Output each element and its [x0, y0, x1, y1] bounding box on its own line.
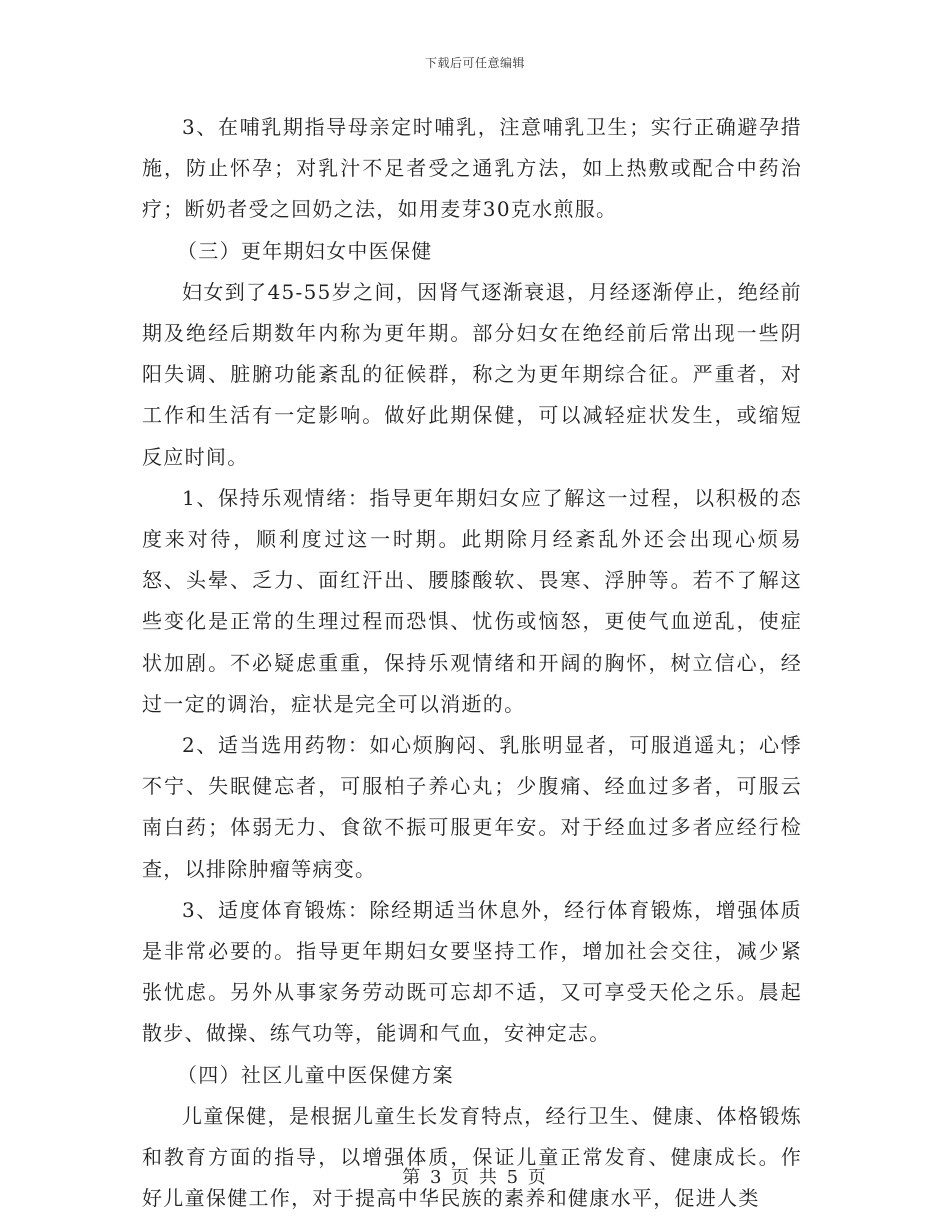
paragraph-menopause-intro: 妇女到了45-55岁之间，因肾气逐渐衰退，月经逐渐停止，绝经前期及绝经后期数年内称为更年期。部分妇女在绝经前后常出现一些阴阳失调、脏腑功能紊乱的征候群，称之为更年期综合征。严重者，对工作和生活有一定影响。做好此期保健，可以减轻症状发生，或缩短反应时间。: [142, 279, 802, 469]
paragraph-child-health-intro: 儿童保健，是根据儿童生长发育特点，经行卫生、健康、体格锻炼和教育方面的指导，以增强体质，保证儿童正常发育、健康成长。作好儿童保健工作，对于提高中华民族的素养和健康水平，促进人类: [142, 1103, 802, 1211]
section-heading-child-health: （四）社区儿童中医保健方案: [177, 1062, 454, 1087]
page-header: 下载后可任意编辑: [424, 56, 525, 70]
paragraph-medication: 2、适当选用药物：如心烦胸闷、乳胀明显者，可服逍遥丸；心悸不宁、失眠健忘者，可服柏子养心丸；少腹痛、经血过多者，可服云南白药；体弱无力、食欲不振可服更年安。对于经血过多者应经行检查，以排除肿瘤等病变。: [142, 733, 802, 881]
document-body: [142, 107, 802, 1219]
paragraph-optimistic-mood: 1、保持乐观情绪：指导更年期妇女应了解这一过程，以积极的态度来对待，顺利度过这一时期。此期除月经紊乱外还会出现心烦易怒、头晕、乏力、面红汗出、腰膝酸软、畏寒、浮肿等。若不了解这些变化是正常的生理过程而恐惧、忧伤或恼怒，更使气血逆乱，使症状加剧。不必疑虑重重，保持乐观情绪和开阔的胸怀，树立信心，经过一定的调治，症状是完全可以消逝的。: [142, 485, 802, 716]
page-number-footer: 第 3 页 共 5 页: [402, 1167, 548, 1188]
section-heading-menopause: （三）更年期妇女中医保健: [177, 238, 433, 263]
paragraph-exercise: 3、适度体育锻炼：除经期适当休息外，经行体育锻炼，增强体质是非常必要的。指导更年期妇女要坚持工作，增加社会交往，减少紧张忧虑。另外从事家务劳动既可忘却不适，又可享受天伦之乐。晨起散步、做操、练气功等，能调和气血，安神定志。: [142, 897, 802, 1046]
paragraph-breastfeeding-guidance: 3、在哺乳期指导母亲定时哺乳，注意哺乳卫生；实行正确避孕措施，防止怀孕；对乳汁不足者受之通乳方法，如上热敷或配合中药治疗；断奶者受之回奶之法，如用麦芽30克水煎服。: [142, 115, 802, 222]
